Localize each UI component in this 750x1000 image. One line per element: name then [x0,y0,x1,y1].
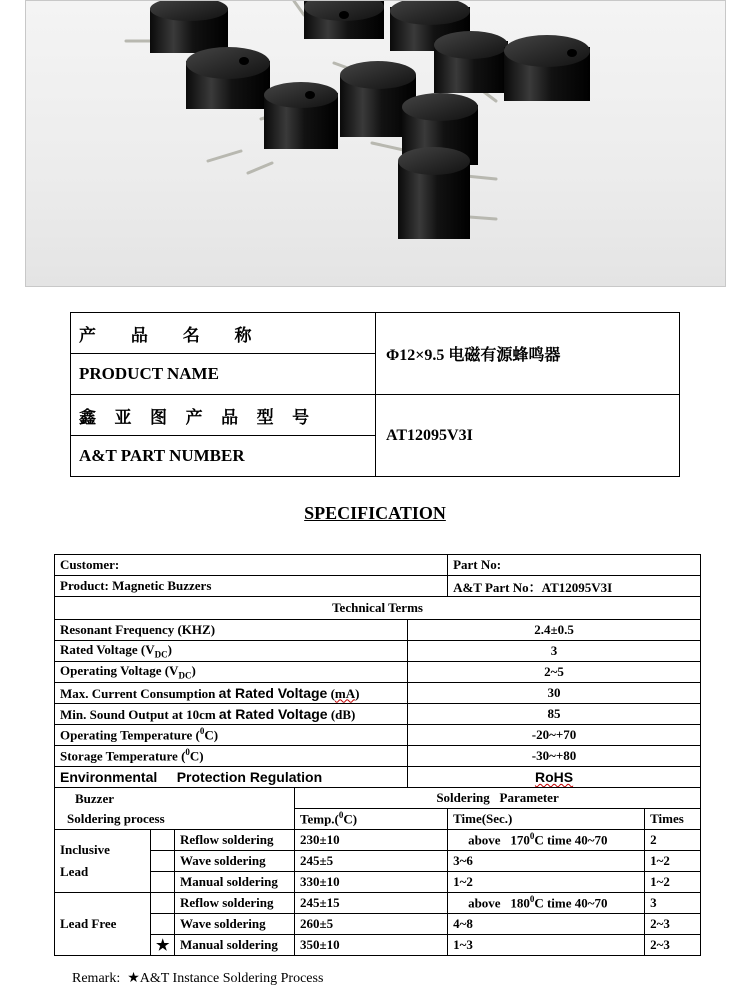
temp-cell: 245±15 [295,893,448,914]
process-cell: Manual soldering [175,872,295,893]
spec-label: Resonant Frequency (KHZ) [55,620,408,641]
spec-label: Storage Temperature ($^0$C) [55,746,408,767]
times-cell: 3 [645,893,701,914]
time-cell: 4~8 [448,914,645,935]
times-cell: 2 [645,830,701,851]
times-cell: 1~2 [645,872,701,893]
times-column-header: Times [645,809,701,830]
specification-title: SPECIFICATION [304,503,446,523]
buzzer-soldering-process-header: Buzzer Soldering process [55,788,295,830]
part-number-en-label: A&T PART NUMBER [71,436,376,477]
product-name-cn-label: 产 品 名 称 [71,313,376,354]
spec-value: 2~5 [408,662,701,683]
spec-label: Operating Temperature ($^0$C) [55,725,408,746]
spec-label: Operating Voltage $(V_{DC})$ [55,662,408,683]
process-cell: Reflow soldering [175,893,295,914]
time-column-header: Time(Sec.) [448,809,645,830]
spec-label: Rated Voltage $(V_{DC})$ [55,641,408,662]
spec-label: Min. Sound Output at 10cm at Rated Voltage (dB) [55,704,408,725]
mark-cell [151,830,175,851]
mark-cell [151,872,175,893]
process-cell: Wave soldering [175,914,295,935]
spec-value: -30~+80 [408,746,701,767]
technical-terms-header: Technical Terms [55,597,701,620]
temp-cell: 230±10 [295,830,448,851]
spec-label: Environmental Protection Regulation [55,767,408,788]
temp-column-header: Temp.($^0$C) [295,809,448,830]
temp-cell: 260±5 [295,914,448,935]
spec-value: 3 [408,641,701,662]
spec-value: -20~+70 [408,725,701,746]
mark-cell [151,893,175,914]
customer-cell: Customer: [55,555,448,576]
part-number-cn-label: 鑫 亚 图 产 品 型 号 [71,395,376,436]
time-cell: 1~2 [448,872,645,893]
buzzer-photo-illustration [26,1,726,287]
times-cell: 1~2 [645,851,701,872]
temp-cell: 350±10 [295,935,448,956]
process-cell: Reflow soldering [175,830,295,851]
star-icon: ★ [151,935,175,956]
product-name-en-label: PRODUCT NAME [71,354,376,395]
remark-text: Remark: ★A&T Instance Soldering Process [72,971,324,986]
time-cell: 3~6 [448,851,645,872]
at-part-no-cell: A&T Part No：AT12095V3I [448,576,701,597]
time-cell: above $170^0C$ time 40~70 [448,830,645,851]
mark-cell [151,914,175,935]
inclusive-lead-label: Inclusive Lead [55,830,151,893]
product-cell: Product: Magnetic Buzzers [55,576,448,597]
spec-value: 85 [408,704,701,725]
process-cell: Manual soldering [175,935,295,956]
spec-value: 30 [408,683,701,704]
times-cell: 2~3 [645,914,701,935]
part-number-value: AT12095V3I [376,395,680,477]
spec-label: Max. Current Consumption at Rated Voltage (mA) [55,683,408,704]
lead-free-label: Lead Free [55,893,151,956]
spec-value: 2.4±0.5 [408,620,701,641]
spec-value: RoHS [408,767,701,788]
temp-cell: 330±10 [295,872,448,893]
temp-cell: 245±5 [295,851,448,872]
product-name-table [70,312,680,477]
part-no-cell: Part No: [448,555,701,576]
times-cell: 2~3 [645,935,701,956]
soldering-parameter-header: Soldering Parameter [295,788,701,809]
time-cell: 1~3 [448,935,645,956]
specification-table [54,554,701,956]
product-photo [25,0,726,287]
process-cell: Wave soldering [175,851,295,872]
mark-cell [151,851,175,872]
time-cell: above $180^0C$ time 40~70 [448,893,645,914]
product-name-value: Φ12×9.5 电磁有源蜂鸣器 [376,313,680,395]
